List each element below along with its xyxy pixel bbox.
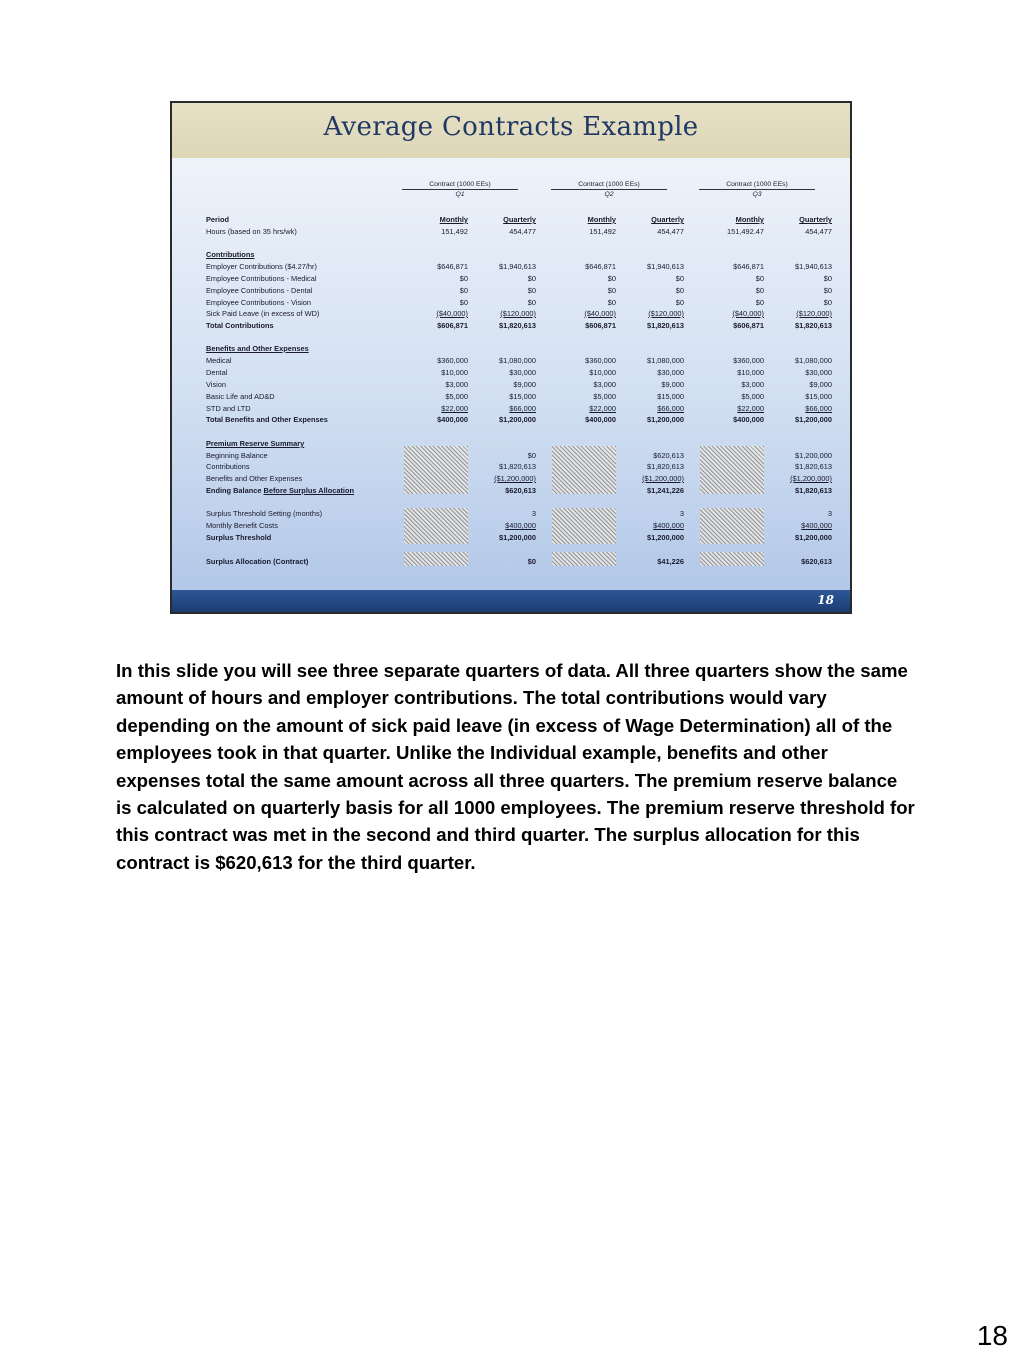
row-label: Dental bbox=[206, 368, 228, 377]
table-cell: $1,200,000 bbox=[499, 533, 536, 542]
table-cell: $3,000 bbox=[741, 380, 764, 389]
table-cell: $1,200,000 bbox=[795, 415, 832, 424]
table-row bbox=[172, 473, 850, 485]
table-cell: $0 bbox=[459, 286, 468, 295]
table-cell: Quarterly bbox=[651, 215, 684, 224]
table-cell: $1,820,613 bbox=[647, 321, 684, 330]
table-cell: $400,000 bbox=[585, 415, 616, 424]
contracts-table bbox=[172, 103, 850, 612]
table-cell: ($120,000) bbox=[796, 309, 832, 318]
row-label: Monthly Benefit Costs bbox=[206, 521, 278, 530]
table-cell: $1,080,000 bbox=[795, 356, 832, 365]
table-cell: $3,000 bbox=[593, 380, 616, 389]
row-label: Surplus Threshold bbox=[206, 533, 272, 542]
table-cell: $5,000 bbox=[593, 392, 616, 401]
table-cell: $10,000 bbox=[441, 368, 468, 377]
quarter-header: Contract (1000 EEs) bbox=[402, 180, 518, 190]
table-cell: $66,000 bbox=[509, 404, 536, 413]
table-row bbox=[172, 414, 850, 426]
table-cell: $30,000 bbox=[805, 368, 832, 377]
table-cell: $0 bbox=[607, 274, 616, 283]
row-label: STD and LTD bbox=[206, 404, 251, 413]
table-row bbox=[172, 391, 850, 403]
table-cell: 3 bbox=[679, 509, 684, 518]
slide-title: Average Contracts Example bbox=[323, 112, 699, 142]
table-cell: 454,477 bbox=[509, 227, 536, 236]
table-row bbox=[172, 249, 850, 261]
table-cell: $400,000 bbox=[653, 521, 684, 530]
table-row bbox=[172, 214, 850, 226]
table-cell: $1,820,613 bbox=[795, 321, 832, 330]
table-cell: $22,000 bbox=[737, 404, 764, 413]
table-cell: $360,000 bbox=[585, 356, 616, 365]
table-row bbox=[172, 438, 850, 450]
row-label: Period bbox=[206, 215, 229, 224]
table-cell: $1,820,613 bbox=[795, 462, 832, 471]
table-cell: $606,871 bbox=[437, 321, 468, 330]
table-row bbox=[172, 379, 850, 391]
table-cell: $400,000 bbox=[437, 415, 468, 424]
table-cell: $0 bbox=[459, 298, 468, 307]
table-cell: $1,200,000 bbox=[499, 415, 536, 424]
table-cell: $30,000 bbox=[657, 368, 684, 377]
row-label: Total Contributions bbox=[206, 321, 274, 330]
slide-number: 18 bbox=[817, 593, 834, 607]
table-cell: $606,871 bbox=[585, 321, 616, 330]
row-label: Sick Paid Leave (in excess of WD) bbox=[206, 309, 320, 318]
table-cell: Quarterly bbox=[503, 215, 536, 224]
table-cell: $41,226 bbox=[657, 557, 684, 566]
table-cell: $1,080,000 bbox=[499, 356, 536, 365]
table-cell: $9,000 bbox=[661, 380, 684, 389]
table-cell: $0 bbox=[675, 286, 684, 295]
table-cell: $5,000 bbox=[741, 392, 764, 401]
table-cell: ($1,200,000) bbox=[642, 474, 684, 483]
row-label: Surplus Threshold Setting (months) bbox=[206, 509, 323, 518]
row-label: Hours (based on 35 hrs/wk) bbox=[206, 227, 297, 236]
quarter-label: Q3 bbox=[752, 191, 762, 198]
row-label: Benefits and Other Expenses bbox=[206, 474, 303, 483]
table-cell: $15,000 bbox=[509, 392, 536, 401]
table-cell: 3 bbox=[531, 509, 536, 518]
table-cell: $400,000 bbox=[733, 415, 764, 424]
table-cell: $5,000 bbox=[445, 392, 468, 401]
table-cell: ($40,000) bbox=[584, 309, 616, 318]
table-cell: $1,200,000 bbox=[795, 451, 832, 460]
table-cell: $1,200,000 bbox=[647, 415, 684, 424]
table-cell: $0 bbox=[527, 557, 536, 566]
table-row bbox=[172, 308, 850, 320]
row-label: Total Benefits and Other Expenses bbox=[206, 415, 328, 424]
slide-image bbox=[170, 101, 852, 614]
row-label: Surplus Allocation (Contract) bbox=[206, 557, 309, 566]
table-row bbox=[172, 485, 850, 497]
table-cell: Quarterly bbox=[799, 215, 832, 224]
table-cell: $1,820,613 bbox=[647, 462, 684, 471]
table-cell: $620,613 bbox=[505, 486, 536, 495]
table-cell: $3,000 bbox=[445, 380, 468, 389]
table-cell: $646,871 bbox=[437, 262, 468, 271]
slide-footer bbox=[172, 590, 850, 612]
row-label-suffix: Before Surplus Allocation bbox=[263, 486, 354, 495]
table-row bbox=[172, 532, 850, 544]
table-row bbox=[172, 355, 850, 367]
table-cell: $66,000 bbox=[657, 404, 684, 413]
row-label: Employer Contributions ($4.27/hr) bbox=[206, 262, 317, 271]
table-cell: 151,492.47 bbox=[727, 227, 764, 236]
table-cell: ($120,000) bbox=[648, 309, 684, 318]
table-row bbox=[172, 320, 850, 332]
table-row bbox=[172, 520, 850, 532]
table-cell: $0 bbox=[527, 298, 536, 307]
table-cell: ($40,000) bbox=[436, 309, 468, 318]
table-cell: $15,000 bbox=[805, 392, 832, 401]
table-cell: $0 bbox=[675, 274, 684, 283]
table-row bbox=[172, 343, 850, 355]
table-cell: $0 bbox=[527, 286, 536, 295]
row-label: Premium Reserve Summary bbox=[206, 439, 305, 448]
table-cell: 3 bbox=[827, 509, 832, 518]
row-label: Ending Balance Before Surplus Allocation bbox=[206, 486, 354, 495]
table-cell: $0 bbox=[823, 286, 832, 295]
table-cell: $0 bbox=[527, 274, 536, 283]
table-cell: $0 bbox=[823, 274, 832, 283]
table-cell: $30,000 bbox=[509, 368, 536, 377]
table-cell: 151,492 bbox=[441, 227, 468, 236]
table-row bbox=[172, 556, 850, 568]
table-cell: 454,477 bbox=[657, 227, 684, 236]
table-cell: $1,200,000 bbox=[795, 533, 832, 542]
table-cell: $0 bbox=[607, 286, 616, 295]
table-cell: ($40,000) bbox=[732, 309, 764, 318]
table-cell: $400,000 bbox=[505, 521, 536, 530]
table-cell: $22,000 bbox=[589, 404, 616, 413]
table-cell: $1,940,613 bbox=[795, 262, 832, 271]
table-row bbox=[172, 285, 850, 297]
row-label: Basic Life and AD&D bbox=[206, 392, 275, 401]
table-cell: $1,241,226 bbox=[647, 486, 684, 495]
table-cell: $10,000 bbox=[737, 368, 764, 377]
quarter-header: Contract (1000 EEs) bbox=[699, 180, 815, 190]
table-cell: $606,871 bbox=[733, 321, 764, 330]
table-cell: $360,000 bbox=[733, 356, 764, 365]
table-cell: $15,000 bbox=[657, 392, 684, 401]
table-cell: $1,820,613 bbox=[499, 321, 536, 330]
table-cell: $620,613 bbox=[801, 557, 832, 566]
table-row bbox=[172, 367, 850, 379]
table-cell: 151,492 bbox=[589, 227, 616, 236]
table-cell: $1,080,000 bbox=[647, 356, 684, 365]
table-cell: ($1,200,000) bbox=[494, 474, 536, 483]
row-label: Employee Contributions - Medical bbox=[206, 274, 317, 283]
table-cell: 454,477 bbox=[805, 227, 832, 236]
table-cell: $9,000 bbox=[809, 380, 832, 389]
table-cell: $66,000 bbox=[805, 404, 832, 413]
row-label: Employee Contributions - Vision bbox=[206, 298, 312, 307]
table-cell: $400,000 bbox=[801, 521, 832, 530]
table-cell: $1,940,613 bbox=[647, 262, 684, 271]
table-cell: $0 bbox=[823, 298, 832, 307]
quarter-header: Contract (1000 EEs) bbox=[551, 180, 667, 190]
table-cell: $22,000 bbox=[441, 404, 468, 413]
table-row bbox=[172, 461, 850, 473]
table-cell: Monthly bbox=[587, 215, 616, 224]
table-cell: $0 bbox=[527, 451, 536, 460]
table-cell: $9,000 bbox=[513, 380, 536, 389]
row-label: Benefits and Other Expenses bbox=[206, 344, 309, 353]
table-row bbox=[172, 261, 850, 273]
table-cell: $1,820,613 bbox=[499, 462, 536, 471]
quarter-label: Q1 bbox=[455, 191, 465, 198]
row-label: Vision bbox=[206, 380, 226, 389]
table-cell: $0 bbox=[459, 274, 468, 283]
row-label: Medical bbox=[206, 356, 232, 365]
table-cell: $0 bbox=[607, 298, 616, 307]
table-cell: Monthly bbox=[439, 215, 468, 224]
table-cell: $0 bbox=[675, 298, 684, 307]
table-cell: $0 bbox=[755, 274, 764, 283]
table-row bbox=[172, 508, 850, 520]
table-cell: $1,940,613 bbox=[499, 262, 536, 271]
table-cell: $0 bbox=[755, 298, 764, 307]
table-cell: $10,000 bbox=[589, 368, 616, 377]
table-row bbox=[172, 273, 850, 285]
row-label: Employee Contributions - Dental bbox=[206, 286, 313, 295]
table-cell: $620,613 bbox=[653, 451, 684, 460]
table-cell: ($1,200,000) bbox=[790, 474, 832, 483]
table-row bbox=[172, 226, 850, 238]
speaker-notes: In this slide you will see three separate quarters of data. All three quarters show the same amount of hours and employer contributions. The total contributions would vary depending on the amount of sick paid leave (in excess of Wage Determination) all of the employees took in that quarter. Unlike the Individual example, benefits and other expenses total the same amount across all three quarters. The premium reserve balance is calculated on quarterly basis for all 1000 employees. The premium reserve threshold for this contract was met in the second and third quarter. The surplus allocation for this contract is $620,613 for the third quarter. bbox=[116, 660, 915, 873]
row-label: Contributions bbox=[206, 462, 250, 471]
page-number: 18 bbox=[976, 1320, 1008, 1351]
table-cell: $1,820,613 bbox=[795, 486, 832, 495]
table-cell: $646,871 bbox=[733, 262, 764, 271]
row-label: Beginning Balance bbox=[206, 451, 268, 460]
table-cell: $360,000 bbox=[437, 356, 468, 365]
table-cell: ($120,000) bbox=[500, 309, 536, 318]
table-cell: $646,871 bbox=[585, 262, 616, 271]
table-cell: $1,200,000 bbox=[647, 533, 684, 542]
quarter-label: Q2 bbox=[604, 191, 614, 198]
table-cell: Monthly bbox=[735, 215, 764, 224]
table-cell: $0 bbox=[755, 286, 764, 295]
row-label: Contributions bbox=[206, 250, 255, 259]
